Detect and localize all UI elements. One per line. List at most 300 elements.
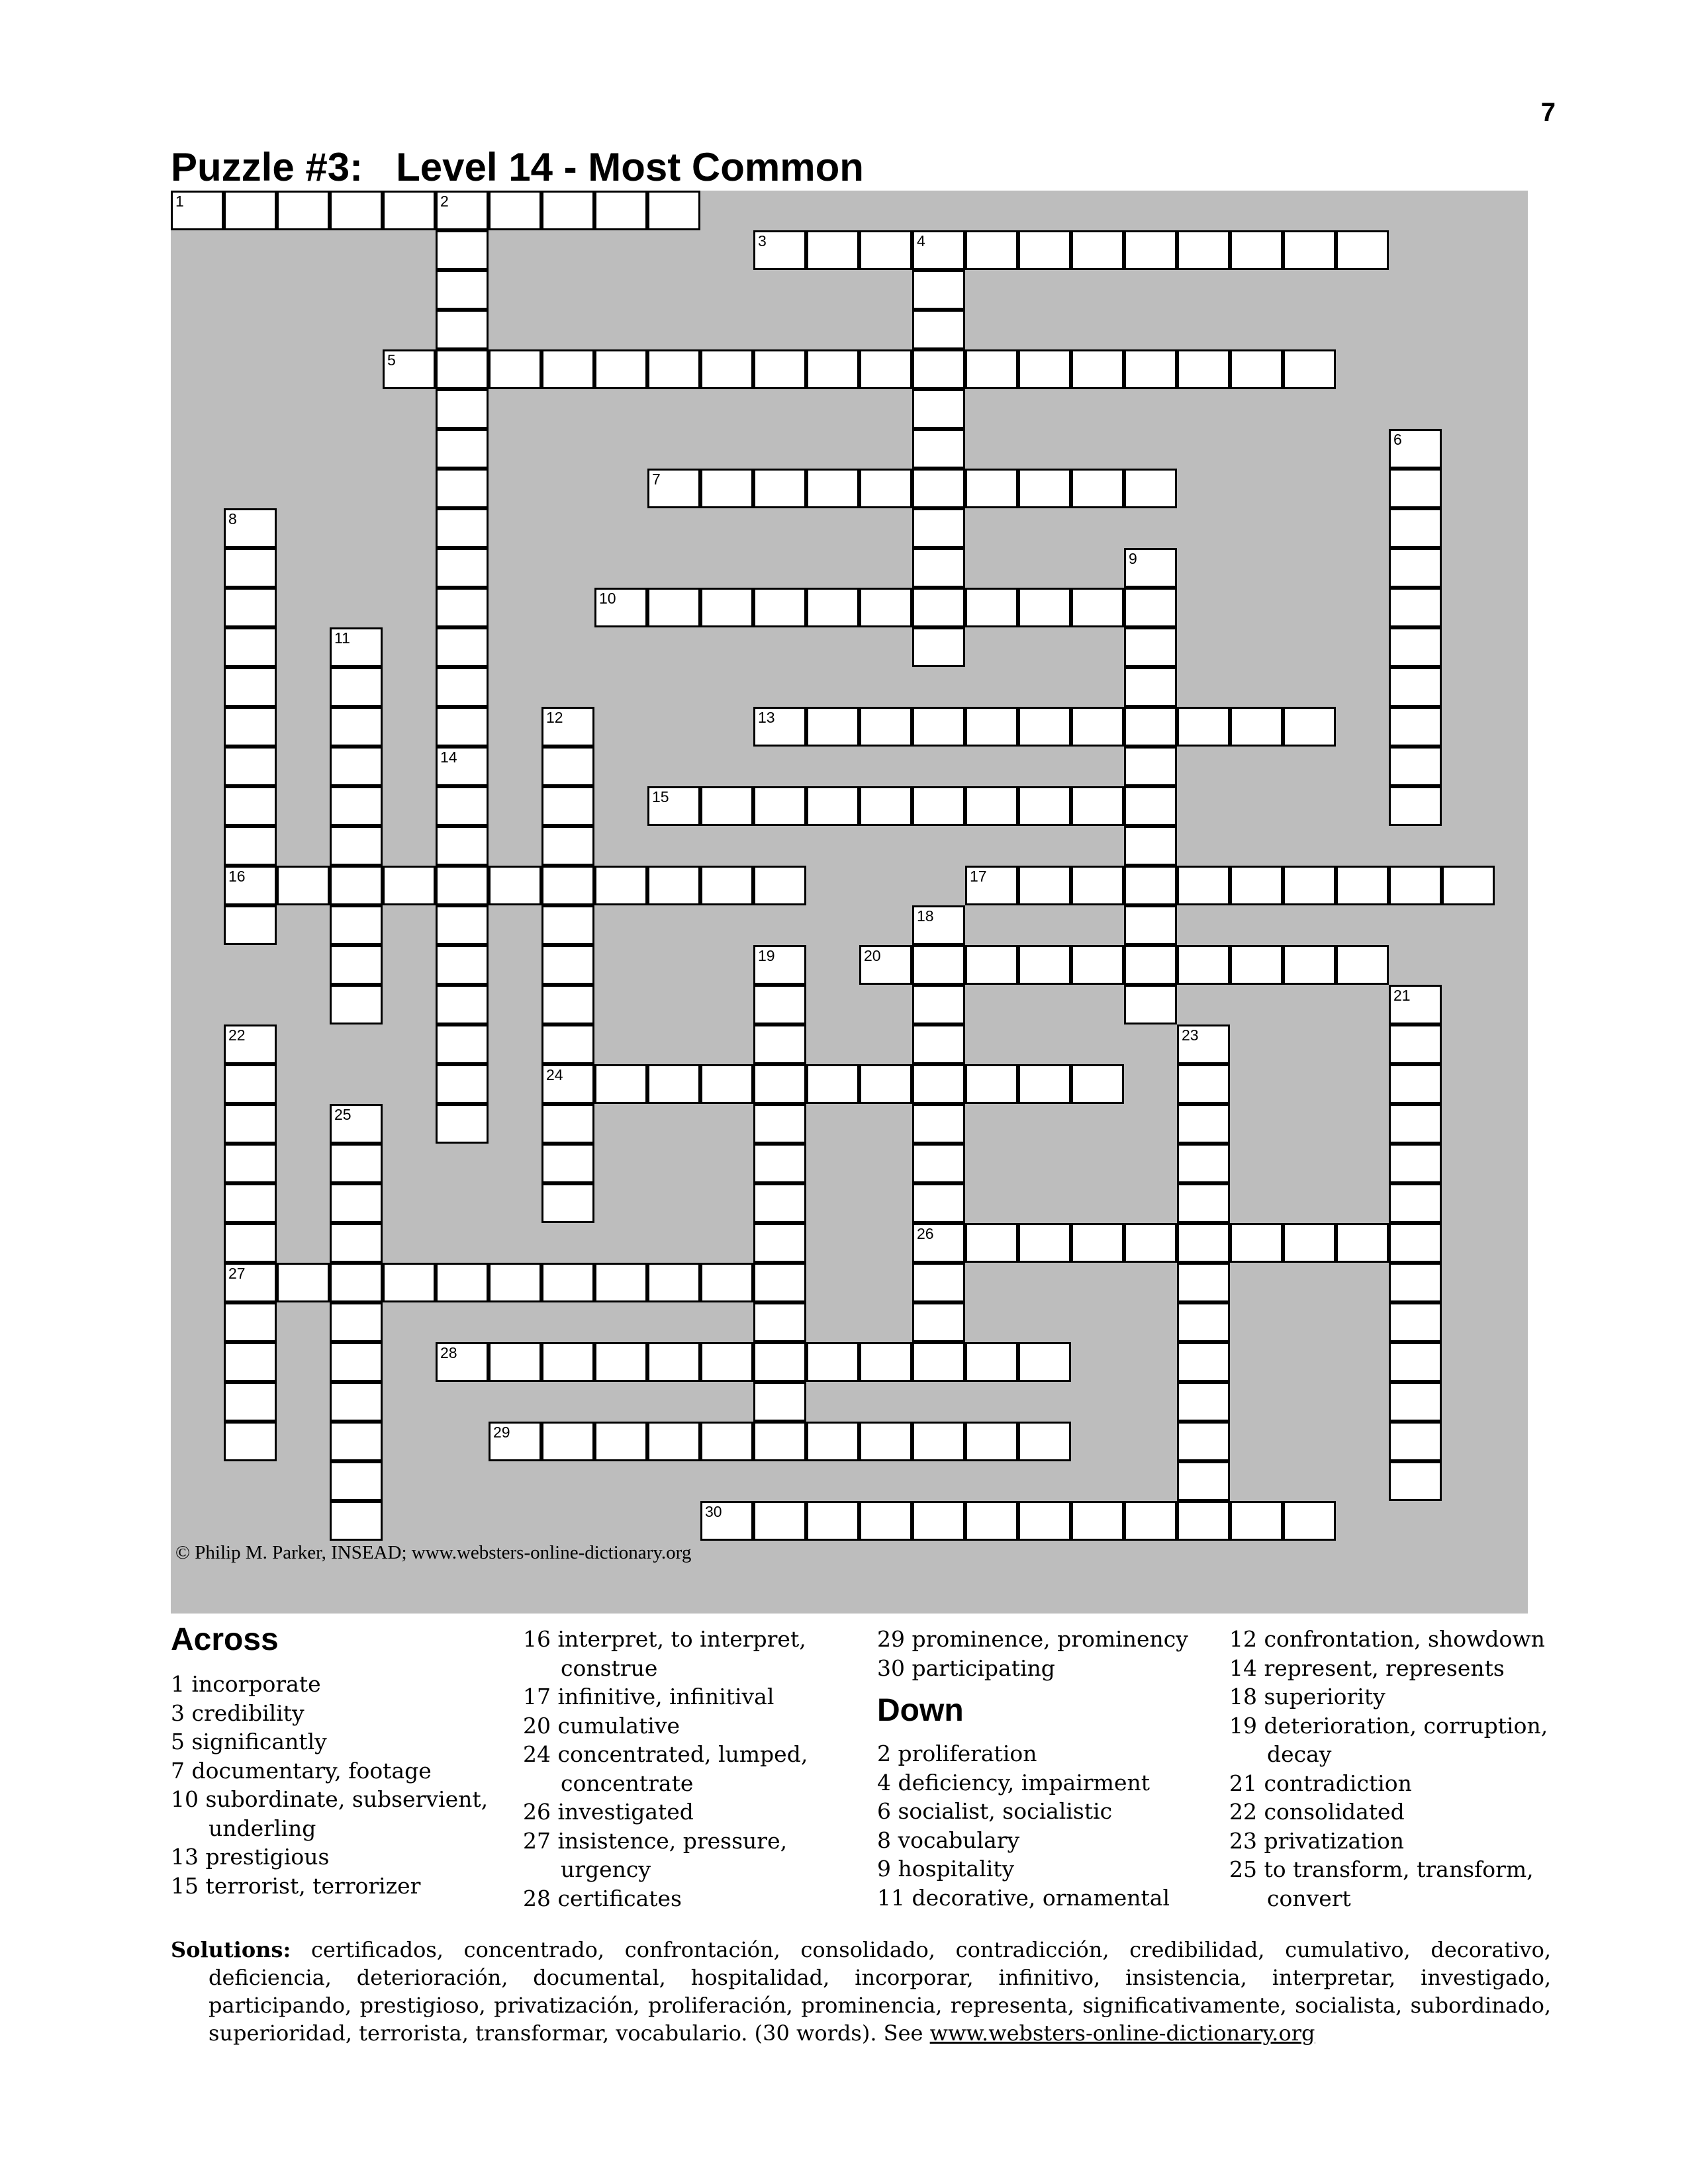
crossword-cell[interactable] bbox=[753, 1501, 806, 1541]
crossword-cell[interactable] bbox=[1336, 1223, 1389, 1263]
crossword-cell[interactable] bbox=[224, 1144, 277, 1183]
crossword-cell[interactable] bbox=[1283, 1501, 1336, 1541]
crossword-cell[interactable] bbox=[1071, 1501, 1124, 1541]
crossword-cell[interactable] bbox=[1071, 469, 1124, 508]
crossword-cell[interactable] bbox=[1018, 1422, 1071, 1461]
crossword-cell[interactable] bbox=[436, 389, 489, 429]
crossword-cell[interactable] bbox=[330, 191, 383, 230]
crossword-cell[interactable] bbox=[277, 191, 330, 230]
crossword-cell[interactable] bbox=[1124, 588, 1177, 627]
crossword-cell[interactable] bbox=[753, 866, 806, 905]
crossword-cell[interactable] bbox=[489, 1263, 541, 1302]
crossword-cell[interactable] bbox=[224, 667, 277, 707]
crossword-cell[interactable] bbox=[436, 1263, 489, 1302]
crossword-cell[interactable] bbox=[912, 945, 965, 985]
crossword-cell[interactable] bbox=[1389, 1342, 1442, 1382]
crossword-cell[interactable] bbox=[859, 1064, 912, 1104]
crossword-cell[interactable] bbox=[1018, 230, 1071, 270]
crossword-cell[interactable] bbox=[1177, 1501, 1230, 1541]
crossword-cell[interactable] bbox=[647, 786, 700, 826]
crossword-cell[interactable] bbox=[859, 707, 912, 747]
crossword-cell[interactable] bbox=[912, 270, 965, 310]
crossword-cell[interactable] bbox=[1389, 469, 1442, 508]
crossword-cell[interactable] bbox=[330, 1302, 383, 1342]
crossword-cell[interactable] bbox=[965, 588, 1018, 627]
crossword-cell[interactable] bbox=[224, 1422, 277, 1461]
crossword-cell[interactable] bbox=[1177, 1302, 1230, 1342]
crossword-cell[interactable] bbox=[436, 667, 489, 707]
crossword-cell[interactable] bbox=[330, 1342, 383, 1382]
crossword-cell[interactable] bbox=[753, 945, 806, 985]
crossword-cell[interactable] bbox=[594, 588, 647, 627]
crossword-cell[interactable] bbox=[912, 1064, 965, 1104]
crossword-cell[interactable] bbox=[1018, 469, 1071, 508]
crossword-cell[interactable] bbox=[436, 508, 489, 548]
crossword-cell[interactable] bbox=[806, 469, 859, 508]
crossword-cell[interactable] bbox=[1177, 707, 1230, 747]
crossword-cell[interactable] bbox=[224, 548, 277, 588]
crossword-cell[interactable] bbox=[224, 508, 277, 548]
crossword-cell[interactable] bbox=[753, 1263, 806, 1302]
crossword-cell[interactable] bbox=[647, 1263, 700, 1302]
crossword-cell[interactable] bbox=[1124, 349, 1177, 389]
crossword-cell[interactable] bbox=[806, 1501, 859, 1541]
crossword-cell[interactable] bbox=[1230, 1501, 1283, 1541]
crossword-cell[interactable] bbox=[806, 349, 859, 389]
crossword-cell[interactable] bbox=[436, 707, 489, 747]
crossword-cell[interactable] bbox=[1177, 1263, 1230, 1302]
crossword-cell[interactable] bbox=[1177, 1223, 1230, 1263]
crossword-cell[interactable] bbox=[965, 786, 1018, 826]
crossword-cell[interactable] bbox=[436, 469, 489, 508]
crossword-cell[interactable] bbox=[912, 1183, 965, 1223]
crossword-cell[interactable] bbox=[224, 588, 277, 627]
crossword-cell[interactable] bbox=[1336, 945, 1389, 985]
crossword-cell[interactable] bbox=[1389, 429, 1442, 469]
crossword-cell[interactable] bbox=[1018, 588, 1071, 627]
crossword-cell[interactable] bbox=[277, 866, 330, 905]
crossword-cell[interactable] bbox=[700, 1422, 753, 1461]
crossword-cell[interactable] bbox=[753, 1223, 806, 1263]
crossword-cell[interactable] bbox=[1389, 1144, 1442, 1183]
crossword-cell[interactable] bbox=[1177, 230, 1230, 270]
crossword-cell[interactable] bbox=[859, 588, 912, 627]
crossword-cell[interactable] bbox=[277, 1263, 330, 1302]
crossword-cell[interactable] bbox=[594, 349, 647, 389]
crossword-cell[interactable] bbox=[541, 786, 594, 826]
crossword-cell[interactable] bbox=[1389, 1223, 1442, 1263]
crossword-cell[interactable] bbox=[859, 945, 912, 985]
crossword-cell[interactable] bbox=[753, 786, 806, 826]
crossword-cell[interactable] bbox=[912, 627, 965, 667]
crossword-cell[interactable] bbox=[965, 230, 1018, 270]
crossword-cell[interactable] bbox=[436, 747, 489, 786]
crossword-cell[interactable] bbox=[647, 469, 700, 508]
crossword-cell[interactable] bbox=[1124, 548, 1177, 588]
crossword-cell[interactable] bbox=[912, 1501, 965, 1541]
crossword-cell[interactable] bbox=[489, 349, 541, 389]
crossword-cell[interactable] bbox=[859, 1342, 912, 1382]
crossword-cell[interactable] bbox=[1177, 866, 1230, 905]
crossword-cell[interactable] bbox=[912, 1422, 965, 1461]
crossword-cell[interactable] bbox=[1177, 1382, 1230, 1422]
crossword-cell[interactable] bbox=[541, 349, 594, 389]
crossword-cell[interactable] bbox=[647, 588, 700, 627]
crossword-cell[interactable] bbox=[224, 627, 277, 667]
crossword-cell[interactable] bbox=[1389, 1382, 1442, 1422]
crossword-cell[interactable] bbox=[912, 429, 965, 469]
crossword-cell[interactable] bbox=[806, 786, 859, 826]
crossword-cell[interactable] bbox=[1389, 1183, 1442, 1223]
crossword-cell[interactable] bbox=[330, 1461, 383, 1501]
crossword-cell[interactable] bbox=[912, 985, 965, 1024]
crossword-cell[interactable] bbox=[1071, 786, 1124, 826]
crossword-cell[interactable] bbox=[1389, 1064, 1442, 1104]
crossword-cell[interactable] bbox=[330, 945, 383, 985]
crossword-cell[interactable] bbox=[541, 1064, 594, 1104]
crossword-cell[interactable] bbox=[330, 1382, 383, 1422]
crossword-cell[interactable] bbox=[541, 1263, 594, 1302]
crossword-cell[interactable] bbox=[1177, 1024, 1230, 1064]
crossword-cell[interactable] bbox=[753, 230, 806, 270]
crossword-cell[interactable] bbox=[1071, 945, 1124, 985]
crossword-cell[interactable] bbox=[436, 270, 489, 310]
crossword-cell[interactable] bbox=[1389, 1302, 1442, 1342]
crossword-cell[interactable] bbox=[436, 627, 489, 667]
crossword-cell[interactable] bbox=[330, 667, 383, 707]
crossword-cell[interactable] bbox=[700, 1263, 753, 1302]
crossword-cell[interactable] bbox=[912, 508, 965, 548]
crossword-cell[interactable] bbox=[912, 588, 965, 627]
crossword-cell[interactable] bbox=[965, 1223, 1018, 1263]
crossword-cell[interactable] bbox=[753, 1024, 806, 1064]
crossword-cell[interactable] bbox=[1389, 1104, 1442, 1144]
crossword-cell[interactable] bbox=[1124, 826, 1177, 866]
crossword-cell[interactable] bbox=[912, 1263, 965, 1302]
crossword-cell[interactable] bbox=[1389, 588, 1442, 627]
crossword-cell[interactable] bbox=[383, 866, 436, 905]
crossword-cell[interactable] bbox=[1071, 230, 1124, 270]
crossword-cell[interactable] bbox=[700, 469, 753, 508]
crossword-cell[interactable] bbox=[1283, 349, 1336, 389]
crossword-cell[interactable] bbox=[1389, 1461, 1442, 1501]
crossword-cell[interactable] bbox=[700, 1342, 753, 1382]
crossword-cell[interactable] bbox=[489, 191, 541, 230]
crossword-cell[interactable] bbox=[753, 588, 806, 627]
crossword-cell[interactable] bbox=[753, 1382, 806, 1422]
crossword-cell[interactable] bbox=[436, 866, 489, 905]
crossword-cell[interactable] bbox=[753, 349, 806, 389]
crossword-cell[interactable] bbox=[965, 469, 1018, 508]
crossword-cell[interactable] bbox=[1389, 866, 1442, 905]
crossword-cell[interactable] bbox=[700, 349, 753, 389]
crossword-cell[interactable] bbox=[224, 786, 277, 826]
crossword-cell[interactable] bbox=[700, 786, 753, 826]
crossword-cell[interactable] bbox=[1124, 1501, 1177, 1541]
crossword-cell[interactable] bbox=[1389, 508, 1442, 548]
crossword-cell[interactable] bbox=[1177, 1064, 1230, 1104]
crossword-cell[interactable] bbox=[1071, 1064, 1124, 1104]
crossword-cell[interactable] bbox=[1283, 1223, 1336, 1263]
crossword-cell[interactable] bbox=[1124, 786, 1177, 826]
crossword-cell[interactable] bbox=[912, 1024, 965, 1064]
crossword-cell[interactable] bbox=[647, 1064, 700, 1104]
crossword-cell[interactable] bbox=[753, 1302, 806, 1342]
crossword-cell[interactable] bbox=[912, 349, 965, 389]
crossword-cell[interactable] bbox=[594, 191, 647, 230]
crossword-cell[interactable] bbox=[753, 1422, 806, 1461]
crossword-cell[interactable] bbox=[806, 707, 859, 747]
crossword-cell[interactable] bbox=[859, 1501, 912, 1541]
crossword-cell[interactable] bbox=[1018, 1064, 1071, 1104]
crossword-cell[interactable] bbox=[1177, 1422, 1230, 1461]
crossword-cell[interactable] bbox=[330, 627, 383, 667]
crossword-cell[interactable] bbox=[436, 1342, 489, 1382]
crossword-cell[interactable] bbox=[224, 191, 277, 230]
crossword-cell[interactable] bbox=[224, 1064, 277, 1104]
crossword-cell[interactable] bbox=[541, 1104, 594, 1144]
crossword-cell[interactable] bbox=[1124, 945, 1177, 985]
crossword-cell[interactable] bbox=[647, 866, 700, 905]
crossword-cell[interactable] bbox=[541, 826, 594, 866]
crossword-cell[interactable] bbox=[1177, 1342, 1230, 1382]
crossword-cell[interactable] bbox=[965, 1422, 1018, 1461]
crossword-cell[interactable] bbox=[436, 945, 489, 985]
crossword-cell[interactable] bbox=[541, 1144, 594, 1183]
crossword-cell[interactable] bbox=[1018, 866, 1071, 905]
crossword-cell[interactable] bbox=[541, 1422, 594, 1461]
crossword-cell[interactable] bbox=[965, 1064, 1018, 1104]
crossword-cell[interactable] bbox=[436, 985, 489, 1024]
crossword-cell[interactable] bbox=[171, 191, 224, 230]
crossword-cell[interactable] bbox=[383, 191, 436, 230]
crossword-cell[interactable] bbox=[753, 707, 806, 747]
crossword-cell[interactable] bbox=[436, 349, 489, 389]
crossword-cell[interactable] bbox=[1442, 866, 1495, 905]
crossword-cell[interactable] bbox=[541, 1342, 594, 1382]
crossword-cell[interactable] bbox=[700, 1064, 753, 1104]
crossword-cell[interactable] bbox=[541, 191, 594, 230]
crossword-cell[interactable] bbox=[330, 1104, 383, 1144]
crossword-cell[interactable] bbox=[1283, 230, 1336, 270]
crossword-cell[interactable] bbox=[965, 349, 1018, 389]
crossword-cell[interactable] bbox=[1336, 230, 1389, 270]
crossword-cell[interactable] bbox=[912, 905, 965, 945]
crossword-cell[interactable] bbox=[541, 905, 594, 945]
crossword-cell[interactable] bbox=[436, 230, 489, 270]
crossword-cell[interactable] bbox=[436, 786, 489, 826]
crossword-cell[interactable] bbox=[436, 310, 489, 349]
crossword-cell[interactable] bbox=[1124, 905, 1177, 945]
crossword-cell[interactable] bbox=[594, 1064, 647, 1104]
crossword-cell[interactable] bbox=[436, 191, 489, 230]
crossword-cell[interactable] bbox=[224, 1342, 277, 1382]
crossword-cell[interactable] bbox=[436, 1024, 489, 1064]
crossword-cell[interactable] bbox=[965, 945, 1018, 985]
crossword-cell[interactable] bbox=[1389, 1263, 1442, 1302]
crossword-cell[interactable] bbox=[224, 1183, 277, 1223]
crossword-cell[interactable] bbox=[224, 1104, 277, 1144]
crossword-cell[interactable] bbox=[1230, 230, 1283, 270]
crossword-cell[interactable] bbox=[1124, 627, 1177, 667]
crossword-cell[interactable] bbox=[965, 1342, 1018, 1382]
crossword-cell[interactable] bbox=[1018, 349, 1071, 389]
crossword-cell[interactable] bbox=[436, 905, 489, 945]
crossword-cell[interactable] bbox=[1389, 707, 1442, 747]
crossword-cell[interactable] bbox=[912, 310, 965, 349]
crossword-cell[interactable] bbox=[489, 866, 541, 905]
crossword-cell[interactable] bbox=[912, 1144, 965, 1183]
crossword-cell[interactable] bbox=[1230, 707, 1283, 747]
crossword-cell[interactable] bbox=[594, 1263, 647, 1302]
crossword-cell[interactable] bbox=[489, 1422, 541, 1461]
crossword-cell[interactable] bbox=[912, 469, 965, 508]
crossword-cell[interactable] bbox=[647, 191, 700, 230]
crossword-cell[interactable] bbox=[1177, 945, 1230, 985]
crossword-cell[interactable] bbox=[1124, 866, 1177, 905]
crossword-cell[interactable] bbox=[806, 588, 859, 627]
crossword-cell[interactable] bbox=[436, 1064, 489, 1104]
crossword-cell[interactable] bbox=[594, 1422, 647, 1461]
crossword-cell[interactable] bbox=[1124, 707, 1177, 747]
crossword-cell[interactable] bbox=[330, 826, 383, 866]
crossword-cell[interactable] bbox=[594, 1342, 647, 1382]
crossword-cell[interactable] bbox=[647, 1422, 700, 1461]
crossword-cell[interactable] bbox=[1177, 349, 1230, 389]
crossword-cell[interactable] bbox=[1177, 1461, 1230, 1501]
crossword-cell[interactable] bbox=[1124, 1223, 1177, 1263]
crossword-cell[interactable] bbox=[330, 1144, 383, 1183]
crossword-cell[interactable] bbox=[965, 707, 1018, 747]
crossword-cell[interactable] bbox=[224, 747, 277, 786]
crossword-cell[interactable] bbox=[1336, 866, 1389, 905]
crossword-cell[interactable] bbox=[965, 1501, 1018, 1541]
crossword-cell[interactable] bbox=[1177, 1144, 1230, 1183]
crossword-cell[interactable] bbox=[859, 469, 912, 508]
crossword-cell[interactable] bbox=[330, 1501, 383, 1541]
crossword-cell[interactable] bbox=[647, 349, 700, 389]
crossword-cell[interactable] bbox=[912, 1302, 965, 1342]
crossword-cell[interactable] bbox=[594, 866, 647, 905]
crossword-cell[interactable] bbox=[1124, 985, 1177, 1024]
crossword-cell[interactable] bbox=[224, 1024, 277, 1064]
crossword-cell[interactable] bbox=[912, 1104, 965, 1144]
crossword-cell[interactable] bbox=[330, 985, 383, 1024]
crossword-cell[interactable] bbox=[330, 1183, 383, 1223]
crossword-cell[interactable] bbox=[806, 1342, 859, 1382]
crossword-cell[interactable] bbox=[1018, 1342, 1071, 1382]
crossword-cell[interactable] bbox=[436, 429, 489, 469]
crossword-cell[interactable] bbox=[224, 1382, 277, 1422]
crossword-cell[interactable] bbox=[436, 548, 489, 588]
crossword-cell[interactable] bbox=[753, 985, 806, 1024]
crossword-cell[interactable] bbox=[1177, 1183, 1230, 1223]
crossword-cell[interactable] bbox=[1018, 1223, 1071, 1263]
crossword-cell[interactable] bbox=[912, 1223, 965, 1263]
crossword-cell[interactable] bbox=[224, 826, 277, 866]
crossword-cell[interactable] bbox=[806, 1064, 859, 1104]
crossword-cell[interactable] bbox=[1230, 349, 1283, 389]
crossword-cell[interactable] bbox=[1283, 866, 1336, 905]
crossword-cell[interactable] bbox=[1230, 945, 1283, 985]
crossword-cell[interactable] bbox=[1018, 707, 1071, 747]
crossword-cell[interactable] bbox=[753, 1064, 806, 1104]
crossword-cell[interactable] bbox=[330, 866, 383, 905]
solutions-link[interactable]: www.websters-online-dictionary.org bbox=[929, 2021, 1315, 2046]
crossword-cell[interactable] bbox=[383, 349, 436, 389]
crossword-cell[interactable] bbox=[330, 1263, 383, 1302]
crossword-cell[interactable] bbox=[436, 1104, 489, 1144]
crossword-cell[interactable] bbox=[224, 866, 277, 905]
crossword-cell[interactable] bbox=[1389, 627, 1442, 667]
crossword-cell[interactable] bbox=[1177, 1104, 1230, 1144]
crossword-cell[interactable] bbox=[541, 747, 594, 786]
crossword-cell[interactable] bbox=[700, 1501, 753, 1541]
crossword-cell[interactable] bbox=[1283, 945, 1336, 985]
crossword-cell[interactable] bbox=[330, 786, 383, 826]
crossword-cell[interactable] bbox=[383, 1263, 436, 1302]
crossword-cell[interactable] bbox=[912, 1342, 965, 1382]
crossword-cell[interactable] bbox=[541, 985, 594, 1024]
crossword-cell[interactable] bbox=[541, 707, 594, 747]
crossword-cell[interactable] bbox=[224, 1302, 277, 1342]
crossword-cell[interactable] bbox=[489, 1342, 541, 1382]
crossword-cell[interactable] bbox=[912, 786, 965, 826]
crossword-cell[interactable] bbox=[859, 230, 912, 270]
crossword-cell[interactable] bbox=[1124, 747, 1177, 786]
crossword-cell[interactable] bbox=[1389, 667, 1442, 707]
crossword-cell[interactable] bbox=[1124, 469, 1177, 508]
crossword-cell[interactable] bbox=[753, 1144, 806, 1183]
crossword-cell[interactable] bbox=[700, 866, 753, 905]
crossword-cell[interactable] bbox=[647, 1342, 700, 1382]
crossword-cell[interactable] bbox=[1071, 707, 1124, 747]
crossword-cell[interactable] bbox=[1018, 786, 1071, 826]
crossword-cell[interactable] bbox=[1389, 786, 1442, 826]
crossword-cell[interactable] bbox=[330, 707, 383, 747]
crossword-cell[interactable] bbox=[436, 826, 489, 866]
crossword-cell[interactable] bbox=[224, 1263, 277, 1302]
crossword-cell[interactable] bbox=[541, 945, 594, 985]
crossword-cell[interactable] bbox=[330, 1422, 383, 1461]
crossword-cell[interactable] bbox=[912, 548, 965, 588]
crossword-cell[interactable] bbox=[912, 707, 965, 747]
crossword-cell[interactable] bbox=[1230, 1223, 1283, 1263]
crossword-cell[interactable] bbox=[1071, 1223, 1124, 1263]
crossword-cell[interactable] bbox=[224, 905, 277, 945]
crossword-cell[interactable] bbox=[912, 389, 965, 429]
crossword-cell[interactable] bbox=[753, 1342, 806, 1382]
crossword-cell[interactable] bbox=[330, 1223, 383, 1263]
crossword-cell[interactable] bbox=[224, 1223, 277, 1263]
crossword-cell[interactable] bbox=[1071, 349, 1124, 389]
crossword-cell[interactable] bbox=[1124, 230, 1177, 270]
crossword-cell[interactable] bbox=[753, 1104, 806, 1144]
crossword-cell[interactable] bbox=[1389, 1024, 1442, 1064]
crossword-cell[interactable] bbox=[1389, 548, 1442, 588]
crossword-cell[interactable] bbox=[1389, 1422, 1442, 1461]
crossword-cell[interactable] bbox=[541, 1183, 594, 1223]
crossword-cell[interactable] bbox=[859, 349, 912, 389]
crossword-cell[interactable] bbox=[806, 230, 859, 270]
crossword-cell[interactable] bbox=[859, 1422, 912, 1461]
crossword-cell[interactable] bbox=[806, 1422, 859, 1461]
crossword-cell[interactable] bbox=[541, 866, 594, 905]
crossword-cell[interactable] bbox=[330, 747, 383, 786]
crossword-cell[interactable] bbox=[1018, 945, 1071, 985]
crossword-cell[interactable] bbox=[859, 786, 912, 826]
crossword-cell[interactable] bbox=[1124, 667, 1177, 707]
